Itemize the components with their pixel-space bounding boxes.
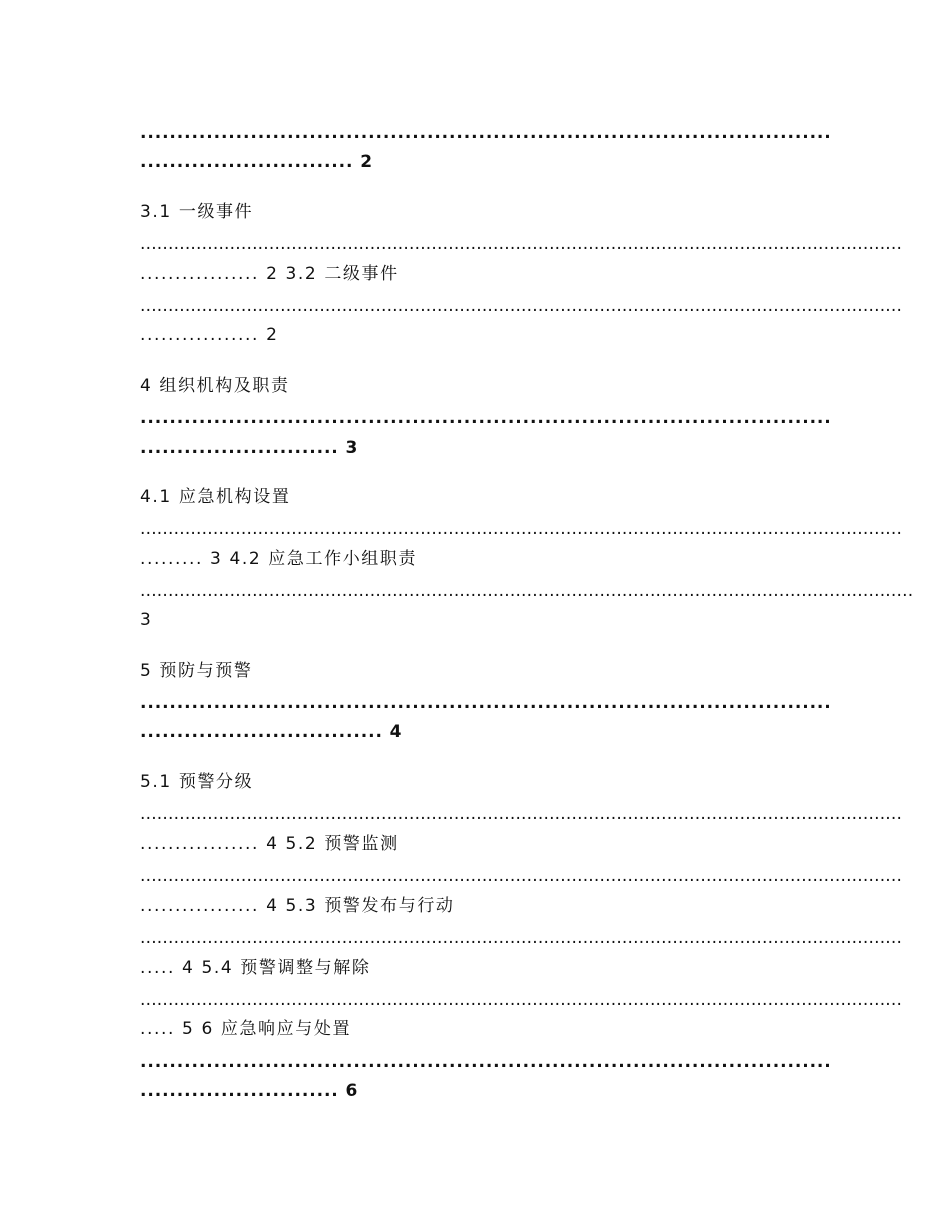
- toc-entry-6: ..... 5 6 应急响应与处置: [140, 1019, 352, 1039]
- toc-entry-3-1: 3.1 一级事件: [140, 202, 254, 222]
- toc-leader-page-ref: ............................. 2: [140, 152, 373, 172]
- toc-entry-4-1: 4.1 应急机构设置: [140, 487, 291, 507]
- toc-page-ref: 3: [140, 610, 153, 630]
- toc-entry-5-1: 5.1 预警分级: [140, 772, 254, 792]
- toc-leader-line: ........................................................................................................................................: [140, 519, 903, 539]
- toc-entry-5: 5 预防与预警: [140, 661, 253, 681]
- toc-entry-5-3: ................. 4 5.3 预警发布与行动: [140, 896, 455, 916]
- toc-leader-line: ........................................................................................................................................: [140, 866, 903, 886]
- toc-leader-line: ........................................................................................................................................: [140, 990, 903, 1010]
- toc-leader-page-ref: ................................. 4: [140, 722, 403, 742]
- toc-leader-line: ..............................................................................................: [140, 693, 832, 713]
- toc-leader-line: ..............................................................................................: [140, 123, 832, 143]
- toc-entry-4: 4 组织机构及职责: [140, 376, 290, 396]
- toc-leader-line: ........................................................................................................................................: [140, 928, 903, 948]
- toc-leader-line: ..........................................................................................................................................: [140, 581, 914, 601]
- toc-entry-5-2: ................. 4 5.2 预警监测: [140, 834, 399, 854]
- toc-entry-5-4: ..... 4 5.4 预警调整与解除: [140, 958, 371, 978]
- toc-leader-line: ..............................................................................................: [140, 1052, 832, 1072]
- toc-leader-line: ........................................................................................................................................: [140, 804, 903, 824]
- toc-page-ref: ................. 2: [140, 325, 279, 345]
- toc-leader-page-ref: ........................... 6: [140, 1081, 359, 1101]
- toc-leader-line: ........................................................................................................................................: [140, 234, 903, 254]
- toc-leader-page-ref: ........................... 3: [140, 438, 359, 458]
- toc-leader-line: ........................................................................................................................................: [140, 296, 903, 316]
- toc-entry-3-2: ................. 2 3.2 二级事件: [140, 264, 399, 284]
- toc-entry-4-2: ......... 3 4.2 应急工作小组职责: [140, 549, 418, 569]
- toc-leader-line: ..............................................................................................: [140, 408, 832, 428]
